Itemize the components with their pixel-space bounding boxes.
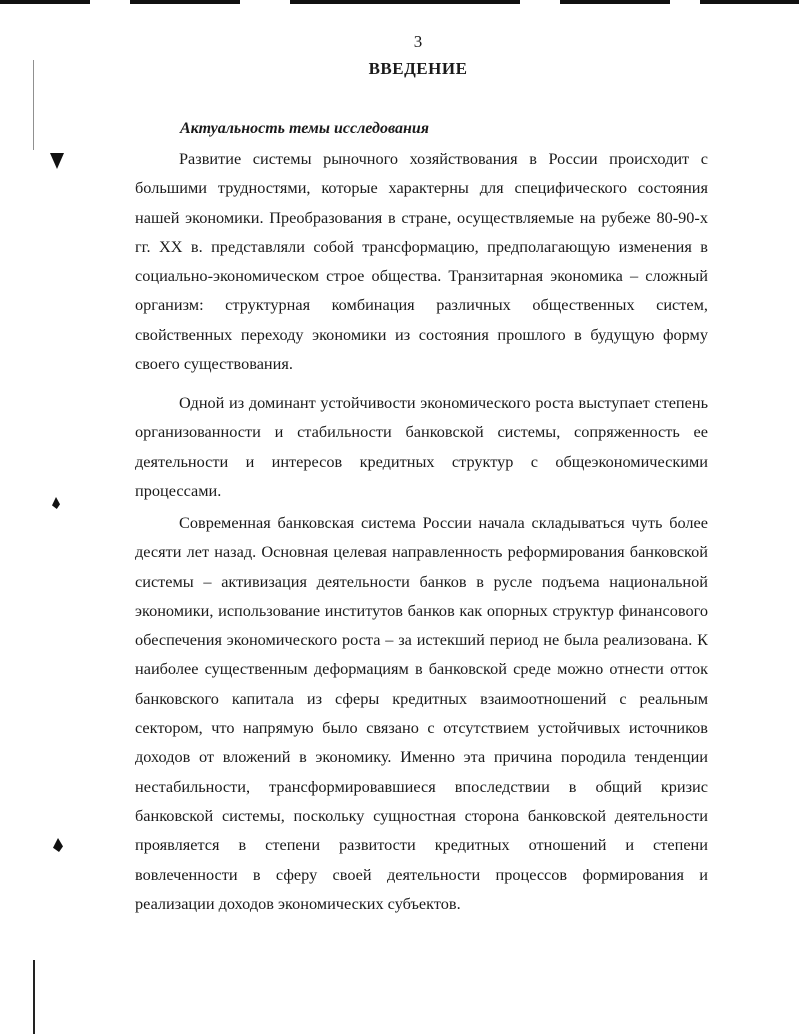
section-heading: Актуальность темы исследования (180, 120, 429, 137)
scan-margin-line (33, 960, 35, 1034)
paragraph: Одной из доминант устойчивости экономического роста выступает степень организованности и стабильности банковской системы, сопряженность ее деятельности и интересов кредитных структур с общеэкономическими процессами. (135, 393, 708, 500)
paragraph: Современная банковская система России начала складываться чуть более десяти лет назад. Основная целевая направленность реформирования банковской системы – активизация деятельности банков в русле подъема национальной экономики, использование институтов банков как опорных структур финансового обеспечения экономического роста – за истекший период не была реализована. К наиболее существенным деформациям в банковской среде можно отнести отток банковского капитала из сферы кредитных взаимоотношений с реальным сектором, что напрямую было связано с отсутствием устойчивых источников доходов от вложений в экономику. Именно эта причина породила тенденции нестабильности, трансформировавшиеся впоследствии в общий кризис банковской системы, поскольку сущностная сторона банковской деятельности проявляется в степени развитости кредитных отношений и степени вовлеченности в сферу своей деятельности процессов формирования и реализации доходов экономических субъектов. (135, 513, 708, 913)
page-number: 3 (413, 32, 423, 51)
paragraph: Развитие системы рыночного хозяйствования в России происходит с большими трудностями, которые характерны для специфического состояния нашей экономики. Преобразования в стране, осуществляемые на рубеже 80-90-х гг. XX в. представляли собой трансформацию, предполагающую изменения в социально-экономическом строе общества. Транзитарная экономика – сложный организм: структурная комбинация различных общественных систем, свойственных переходу экономики из состояния прошлого в будущую форму своего существования. (135, 149, 708, 374)
page-title: ВВЕДЕНИЕ (368, 59, 468, 78)
scan-edge-artifact (290, 0, 520, 4)
scan-edge-artifact (130, 0, 240, 4)
scan-edge-artifact (560, 0, 670, 4)
scan-edge-artifact (700, 0, 799, 4)
binding-mark (52, 497, 60, 509)
scan-edge-artifact (0, 0, 90, 4)
binding-mark (53, 838, 63, 852)
binding-mark (50, 153, 64, 169)
